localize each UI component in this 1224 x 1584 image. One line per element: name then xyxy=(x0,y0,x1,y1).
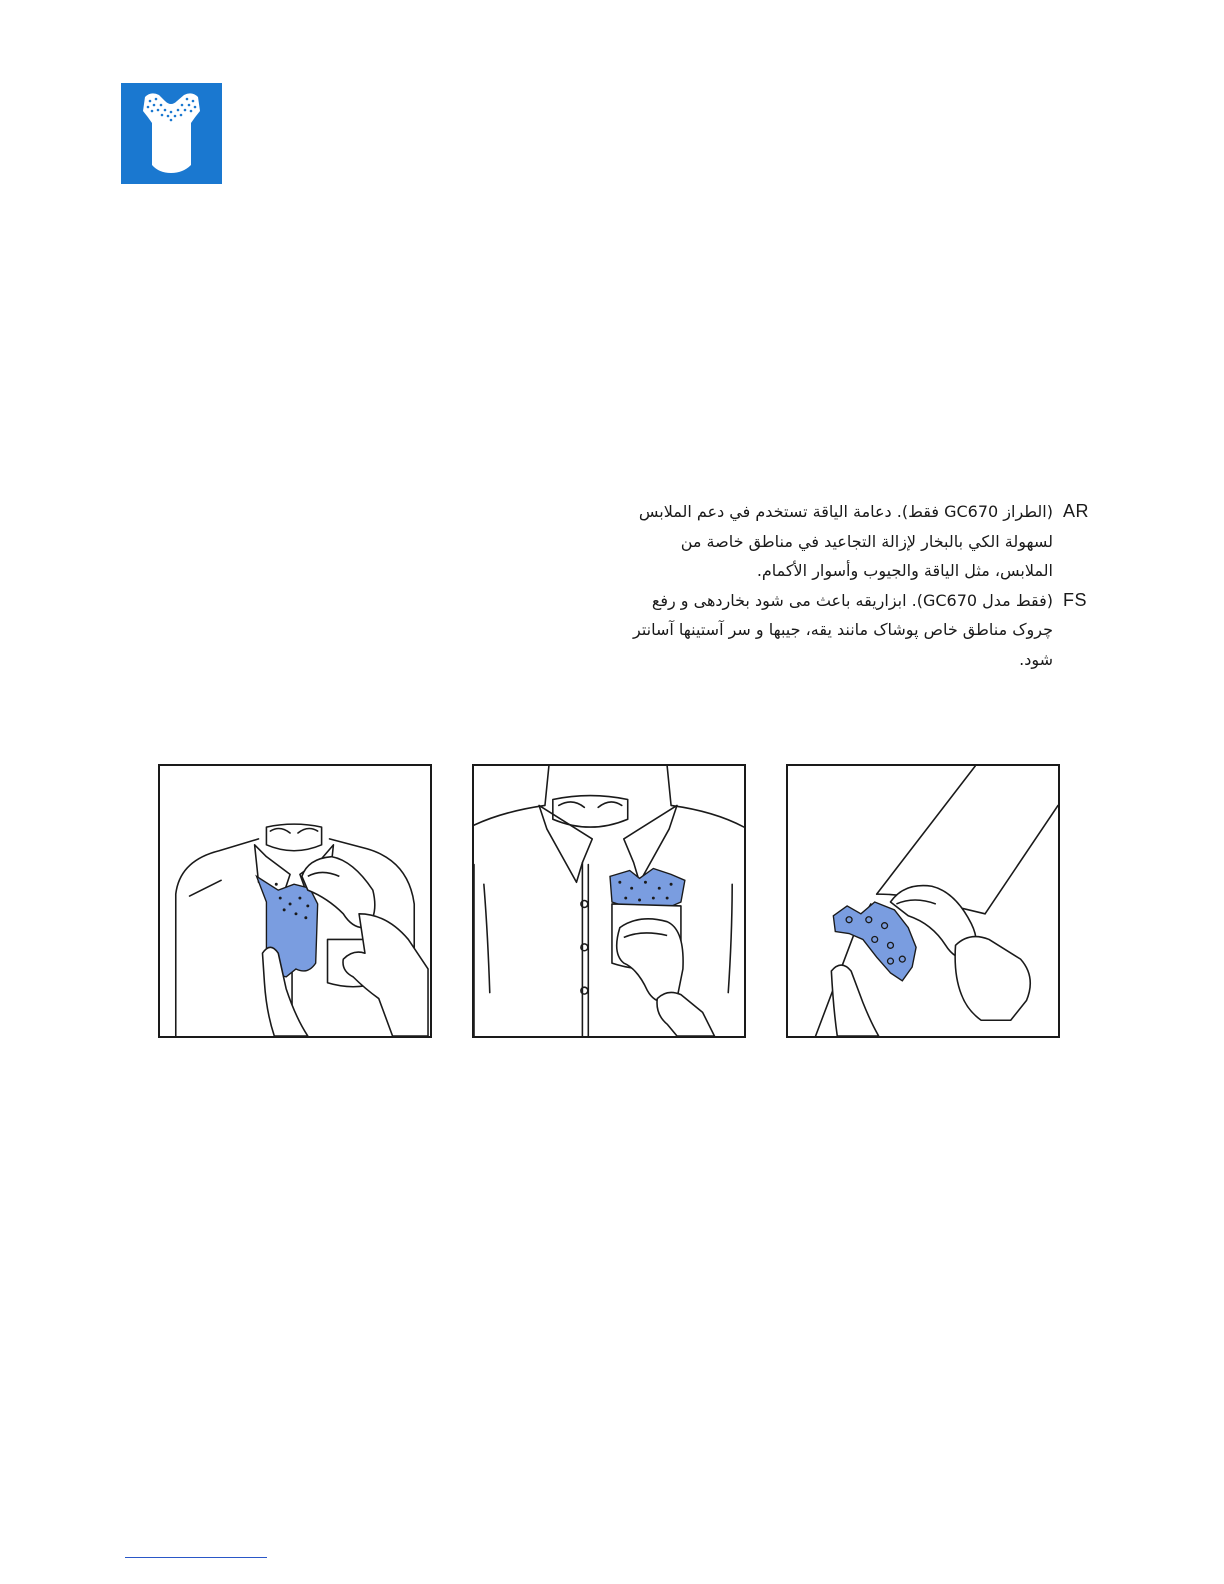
pocket-steaming-illustration xyxy=(472,764,746,1038)
entry-text-ar: (الطراز GC670 فقط). دعامة الياقة تستخدم في دعم الملابس لسهولة الكي بالبخار لإزالة التجاعيد في مناطق خاصة من الملابس، مثل الياقة والجيوب وأسوار الأكمام. xyxy=(638,502,1053,580)
entry-ar xyxy=(621,497,1091,586)
shirt-collar-board-icon xyxy=(121,83,222,184)
shirt-pocket-steaming-icon xyxy=(474,766,744,1036)
sleeve-cuff-steaming-icon xyxy=(788,766,1058,1036)
language-code-fs: FS xyxy=(1063,589,1088,610)
shirt-collar-steaming-icon xyxy=(160,766,430,1036)
collar-steaming-illustration xyxy=(158,764,432,1038)
cuff-steaming-illustration xyxy=(786,764,1060,1038)
language-code-ar: AR xyxy=(1063,501,1090,521)
entry-fs xyxy=(621,586,1091,675)
instruction-text-block xyxy=(621,497,1091,674)
footer-rule xyxy=(125,1557,267,1558)
entry-text-fs: (فقط مدل GC670). ابزاریقه باعث می شود بخاردهی و رفع چروک مناطق خاص پوشاک مانند یقه، جیبها و سر آستینها آسانتر شود. xyxy=(633,590,1053,669)
